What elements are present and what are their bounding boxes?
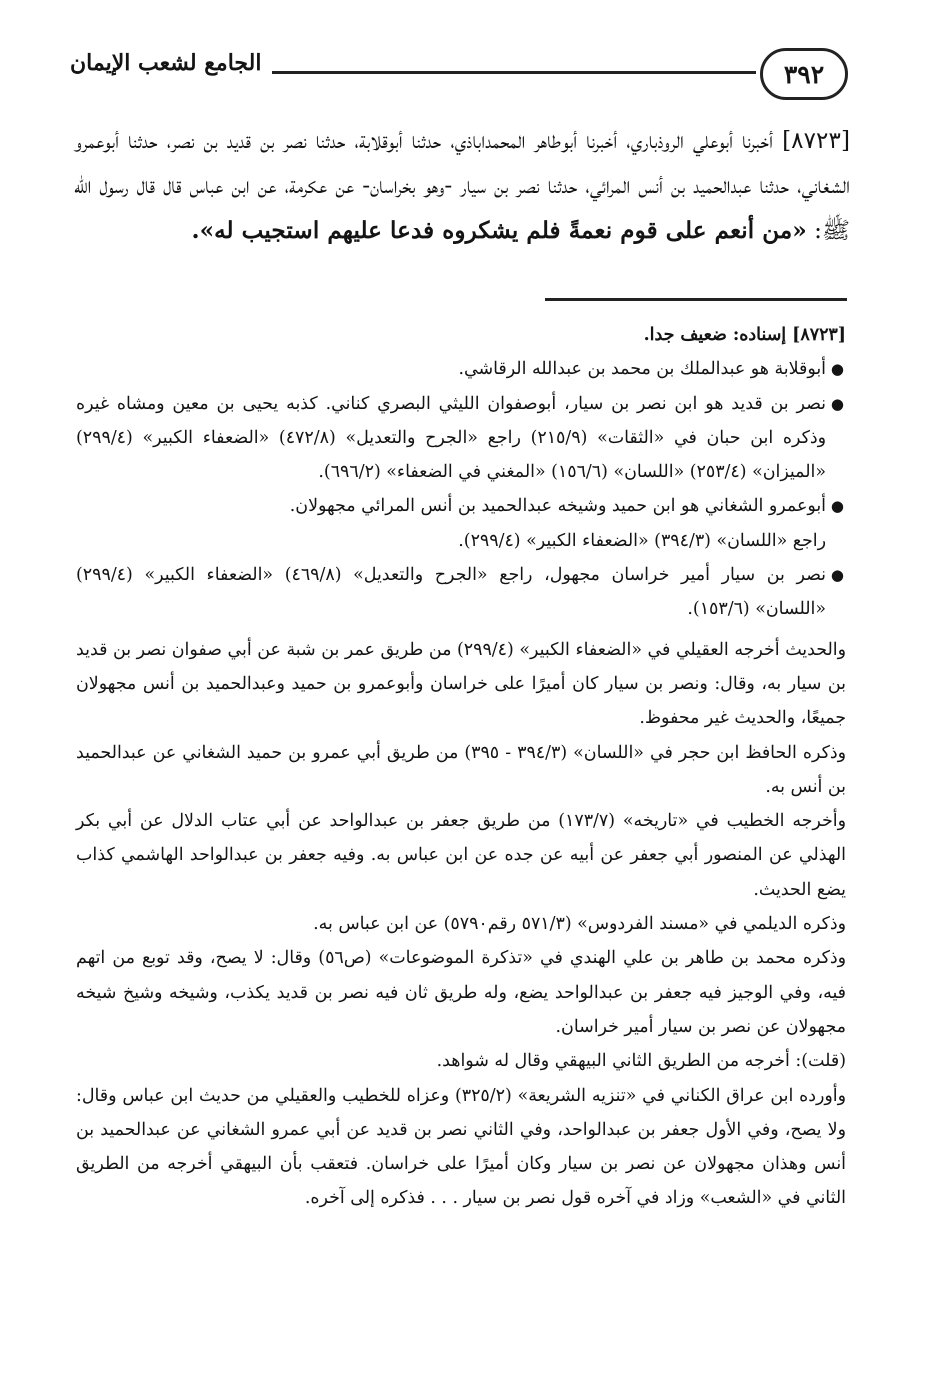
paragraph: وذكره الحافظ ابن حجر في «اللسان» (٣٩٤/٣ - ٣٩٥) من طريق أبي عمرو بن حميد الشغاني عن عبدالحميد بن أنس به. <box>76 742 846 797</box>
page-header <box>62 40 852 104</box>
list-item: ● نصر بن سيار أمير خراسان مجهول، راجع «الجرح والتعديل» (٤٦٩/٨) «الضعفاء الكبير» (٢٩٩/٤) «اللسان» (١٥٣/٦). <box>76 558 846 627</box>
list-item-continuation: راجع «اللسان» (٣٩٤/٣) «الضعفاء الكبير» (٢٩٩/٤). <box>458 530 826 551</box>
hadith-text <box>74 118 850 253</box>
footnote-divider <box>545 298 847 301</box>
page-number: ٣٩٢ <box>760 48 848 100</box>
paragraph: والحديث أخرجه العقيلي في «الضعفاء الكبير» (٢٩٩/٤) من طريق عمر بن شبة عن أبي صفوان نصر بن قديد بن سيار به، وقال: ونصر بن سيار كان أميرًا على خراسان وأبوعمرو بن حميد وعبدالحميد بن أنس مجهولان جميعًا، والحديث غير محفوظ. <box>76 639 846 729</box>
bullet-icon: ● <box>830 360 844 379</box>
paragraph: (قلت): أخرجه من الطريق الثاني البيهقي وقال له شواهد. <box>436 1051 846 1072</box>
hadith-isnad: أخبرنا أبوعلي الروذباري، أخبرنا أبوطاهر المحمداباذي، حدثنا أبوقلابة، حدثنا نصر بن قديد بن نصر، حدثنا أبوعمرو الشغاني، حدثنا عبدالحميد بن أنس المرائي، حدثنا نصر بن سيار -وهو بخراسان- عن عكرمة، عن ابن عباس قال قال رسول الله ﷺ: <box>74 127 850 244</box>
list-item: ● نصر بن قديد هو ابن نصر بن سيار، أبوصفوان الليثي البصري كناني. كذبه يحيى بن معين ومشاه غيره وذكره ابن حبان في «الثقات» (٢١٥/٩) راجع «الجرح والتعديل» (٤٧٢/٨) «الضعفاء الكبير» (٢٩٩/٤) «الميزان» (٢٥٣/٤) «اللسان» (١٥٦/٦) «المغني في الضعفاء» (٦٩٦/٢). <box>76 387 846 490</box>
takhrij-notes <box>76 318 846 1216</box>
bullet-icon: ● <box>830 566 844 585</box>
narrator-list <box>76 352 846 523</box>
bullet-icon: ● <box>830 394 844 413</box>
paragraph: وذكره الديلمي في «مسند الفردوس» (٥٧١/٣ رقم٥٧٩٠) عن ابن عباس به. <box>313 914 846 935</box>
paragraph: وذكره محمد بن طاهر بن علي الهندي في «تذكرة الموضوعات» (ص٥٦) وقال: لا يصح، وقد توبع من اتهم فيه، وفي الوجيز فيه جعفر بن عبدالواحد يضع، وله طريق ثان فيه نصر بن قديد يكذب، وشيخه وشيخ شيخه مجهولان عن نصر بن سيار أمير خراسان. <box>76 948 846 1037</box>
list-item: ● أبوقلابة هو عبدالملك بن محمد بن عبدالله الرقاشي. <box>76 352 846 386</box>
notes-heading: [٨٧٢٣] إسناده: ضعيف جدا. <box>643 325 846 345</box>
paragraph: وأخرجه الخطيب في «تاريخه» (١٧٣/٧) من طريق جعفر بن عبدالواحد عن أبي عتاب الدلال عن أبي بكر الهذلي عن المنصور أبي جعفر عن أبيه عن جده عن ابن عباس به. وفيه جعفر بن عبدالواحد الهاشمي كذاب يضع الحديث. <box>76 811 846 900</box>
hadith-number: [٨٧٢٣] <box>782 127 850 154</box>
bullet-icon: ● <box>830 497 844 516</box>
hadith-matn: «من أنعم على قوم نعمةً فلم يشكروه فدعا عليهم استجيب له». <box>191 217 807 244</box>
narrator-list-continued <box>76 558 846 627</box>
header-rule <box>272 71 756 74</box>
list-item: ● أبوعمرو الشغاني هو ابن حميد وشيخه عبدالحميد بن أنس المرائي مجهولان. <box>76 489 846 523</box>
paragraph: وأورده ابن عراق الكناني في «تنزيه الشريعة» (٣٢٥/٢) وعزاه للخطيب والعقيلي من حديث ابن عباس وقال: ولا يصح، وفي الأول جعفر بن عبدالواحد، وفي الثاني نصر بن قديد عن أبي عمرو الشغاني عن عبدالحميد بن أنس وهذان مجهولان عن نصر بن سيار وكان أميرًا على خراسان. فتعقب بأن البيهقي أخرجه من الطريق الثاني في «الشعب» وزاد في آخره قول نصر بن سيار . . . فذكره إلى آخره. <box>76 1085 846 1209</box>
running-title: الجامع لشعب الإيمان <box>70 50 262 76</box>
